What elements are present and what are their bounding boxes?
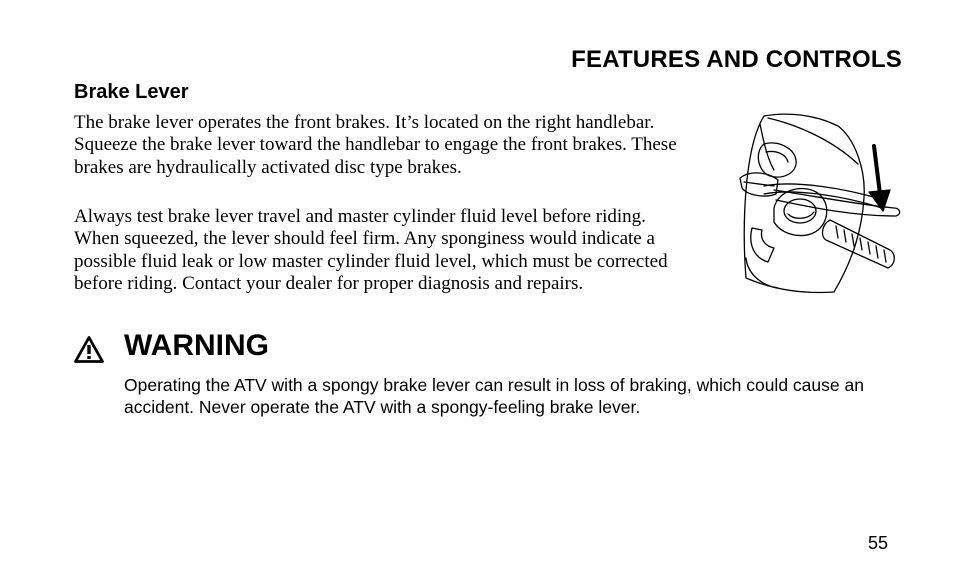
warning-title: WARNING: [124, 329, 269, 362]
page-number: 55: [867, 533, 888, 553]
section-title: FEATURES AND CONTROLS: [571, 46, 902, 73]
brake-lever-illustration: [734, 108, 910, 298]
brake-lever-heading: Brake Lever: [74, 81, 189, 103]
brake-lever-description: The brake lever operates the front brakes. It’s located on the right handlebar. Squeeze the brake lever toward the handlebar to engage the front brakes. These brakes are hydraulically activated disc type brakes.: [74, 112, 677, 178]
warning-message: Operating the ATV with a spongy brake lever can result in loss of braking, which could cause an accident. Never operate the ATV with a spongy-feeling brake lever.: [124, 375, 864, 417]
warning-triangle-icon: [74, 336, 104, 363]
brake-lever-test-instructions: Always test brake lever travel and master cylinder fluid level before riding. When squeezed, the lever should feel firm. Any sponginess would indicate a possible fluid leak or low master cylinder fluid level, which must be corrected before riding. Contact your dealer for proper diagnosis and repairs.: [74, 206, 668, 294]
